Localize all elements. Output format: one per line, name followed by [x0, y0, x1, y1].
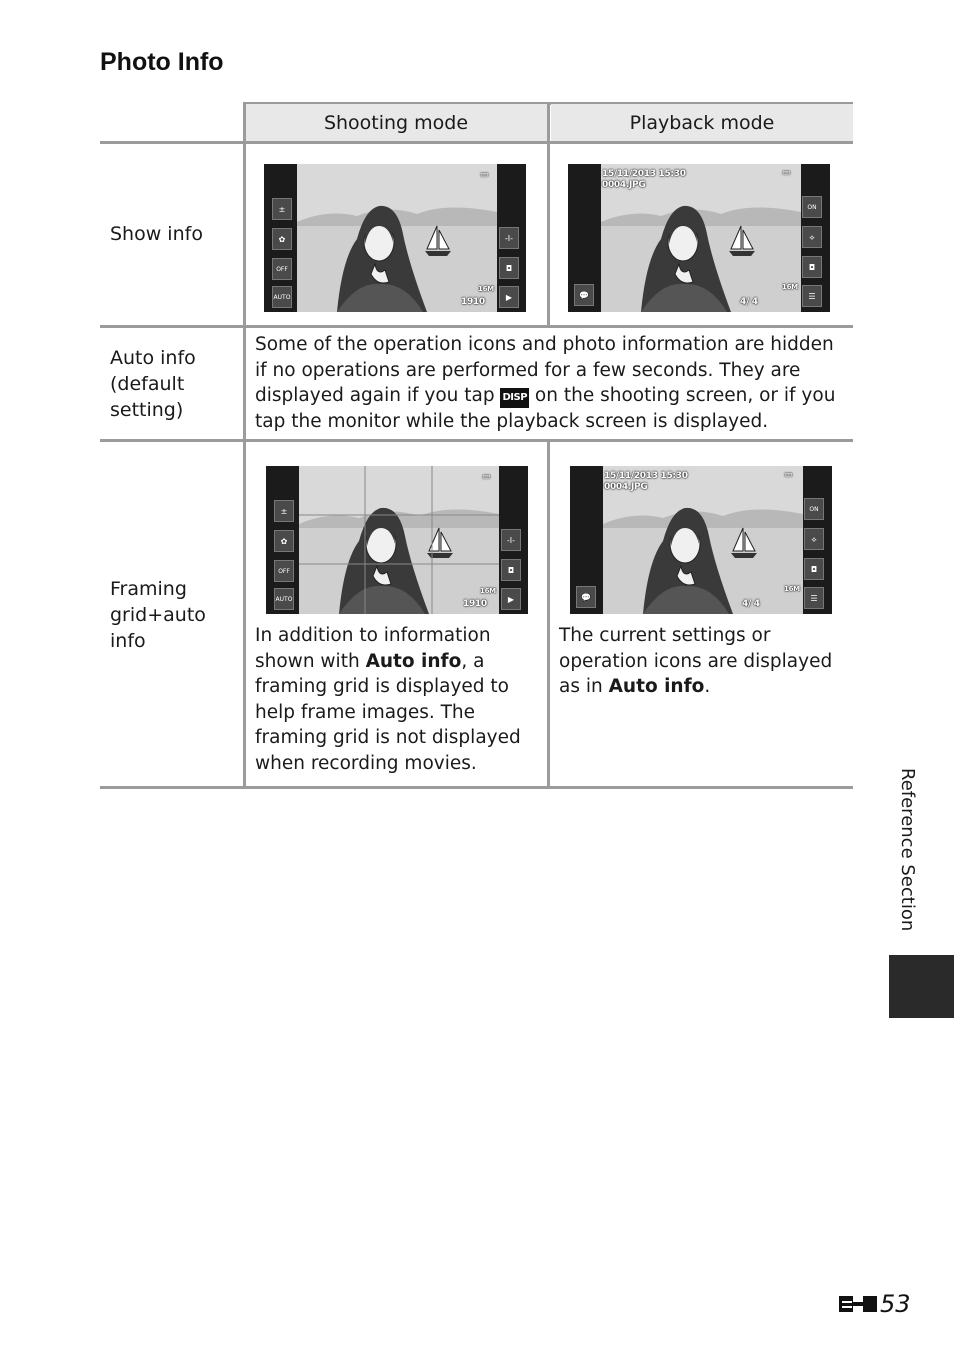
row-label-framing-grid: Framing grid+auto info — [110, 578, 206, 652]
auto-info-text-2: on the shooting screen, or if you tap the monitor while the playback screen is displayed. — [255, 385, 836, 432]
header-shooting-mode: Shooting mode — [245, 104, 547, 142]
exposure-icon: ± — [272, 198, 292, 220]
disp-icon: DISP — [500, 388, 529, 408]
settings-slider-icon: -I- — [501, 529, 521, 551]
playback-counter: 4/ 4 — [742, 599, 760, 609]
playback-icon: ▶ — [499, 286, 519, 308]
side-tab-marker — [889, 955, 954, 1018]
battery-icon: ▭ — [782, 168, 791, 178]
exposure-icon: ± — [274, 500, 294, 522]
playback-file: 0004.JPG — [604, 482, 648, 492]
shots-remaining: 1910 — [463, 599, 487, 609]
column-divider — [547, 439, 550, 789]
share-icon: ⟡ — [802, 226, 822, 248]
auto-info-bold: Auto info — [608, 676, 705, 697]
sample-photo — [297, 164, 497, 312]
camera-icon: ◘ — [499, 257, 519, 279]
side-tab-label: Reference Section — [897, 768, 918, 932]
flash-icon: AUTO — [272, 286, 292, 308]
playback-counter: 4/ 4 — [740, 297, 758, 307]
column-divider — [547, 102, 550, 328]
reference-section-icon — [838, 1293, 878, 1315]
row-divider — [100, 439, 853, 442]
page-number — [838, 1290, 911, 1318]
header-playback-mode: Playback mode — [551, 104, 853, 142]
wifi-icon: ON — [804, 498, 824, 520]
battery-icon: ▭ — [482, 472, 491, 482]
macro-icon: ✿ — [274, 530, 294, 552]
flash-icon: AUTO — [274, 588, 294, 610]
table-bottom-rule — [100, 786, 853, 789]
battery-icon: ▭ — [784, 470, 793, 480]
playback-icon: ▶ — [501, 588, 521, 610]
settings-slider-icon: -I- — [499, 227, 519, 249]
self-timer-icon: OFF — [274, 560, 294, 582]
framing-playback-text-c: . — [704, 676, 711, 697]
shots-remaining: 1910 — [461, 297, 485, 307]
image-size-badge: 16M — [782, 283, 798, 291]
framing-shooting-description — [255, 623, 545, 776]
playback-date: 15/11/2013 15:30 — [602, 169, 686, 179]
image-size-badge: 16M — [784, 585, 800, 593]
framing-playback-description — [559, 623, 849, 700]
row-divider — [100, 325, 853, 328]
playback-screen-show-info — [568, 164, 830, 312]
menu-icon: ☰ — [804, 587, 824, 609]
playback-date: 15/11/2013 15:30 — [604, 471, 688, 481]
framing-playback-text-a: The current settings or operation icons are displayed as in — [559, 625, 833, 697]
image-size-badge: 16M — [478, 285, 494, 293]
shooting-screen-framing-grid — [266, 466, 528, 614]
header-bottom-rule — [100, 141, 853, 144]
shooting-screen-show-info — [264, 164, 526, 312]
row-label-auto-info: Auto info (default setting) — [110, 347, 196, 421]
playback-screen-framing-grid — [570, 466, 832, 614]
self-timer-icon: OFF — [272, 258, 292, 280]
auto-info-text-1: Some of the operation icons and photo information are hidden if no operations are performed for a few seconds. They are displayed again if you tap — [255, 334, 834, 406]
playback-file: 0004.JPG — [602, 180, 646, 190]
macro-icon: ✿ — [272, 228, 292, 250]
auto-info-description — [255, 332, 847, 434]
framing-shooting-text-c: , a framing grid is displayed to help frame images. The framing grid is not displayed when recording movies. — [255, 650, 521, 774]
auto-info-bold: Auto info — [365, 650, 462, 672]
image-size-badge: 16M — [480, 587, 496, 595]
column-divider — [243, 102, 246, 789]
sample-photo-with-grid — [299, 466, 499, 614]
comment-icon: 💬 — [574, 284, 594, 306]
page-title: Photo Info — [100, 48, 224, 76]
framing-shooting-text-a: In addition to information shown with — [255, 625, 491, 672]
comment-icon: 💬 — [576, 586, 596, 608]
camera-icon: ◘ — [501, 559, 521, 581]
camera-icon: ◘ — [802, 256, 822, 278]
row-label-show-info: Show info — [110, 223, 203, 245]
menu-icon: ☰ — [802, 285, 822, 307]
camera-icon: ◘ — [804, 558, 824, 580]
battery-icon: ▭ — [480, 170, 489, 180]
wifi-icon: ON — [802, 196, 822, 218]
share-icon: ⟡ — [804, 528, 824, 550]
page-number-value: 53 — [880, 1290, 911, 1318]
